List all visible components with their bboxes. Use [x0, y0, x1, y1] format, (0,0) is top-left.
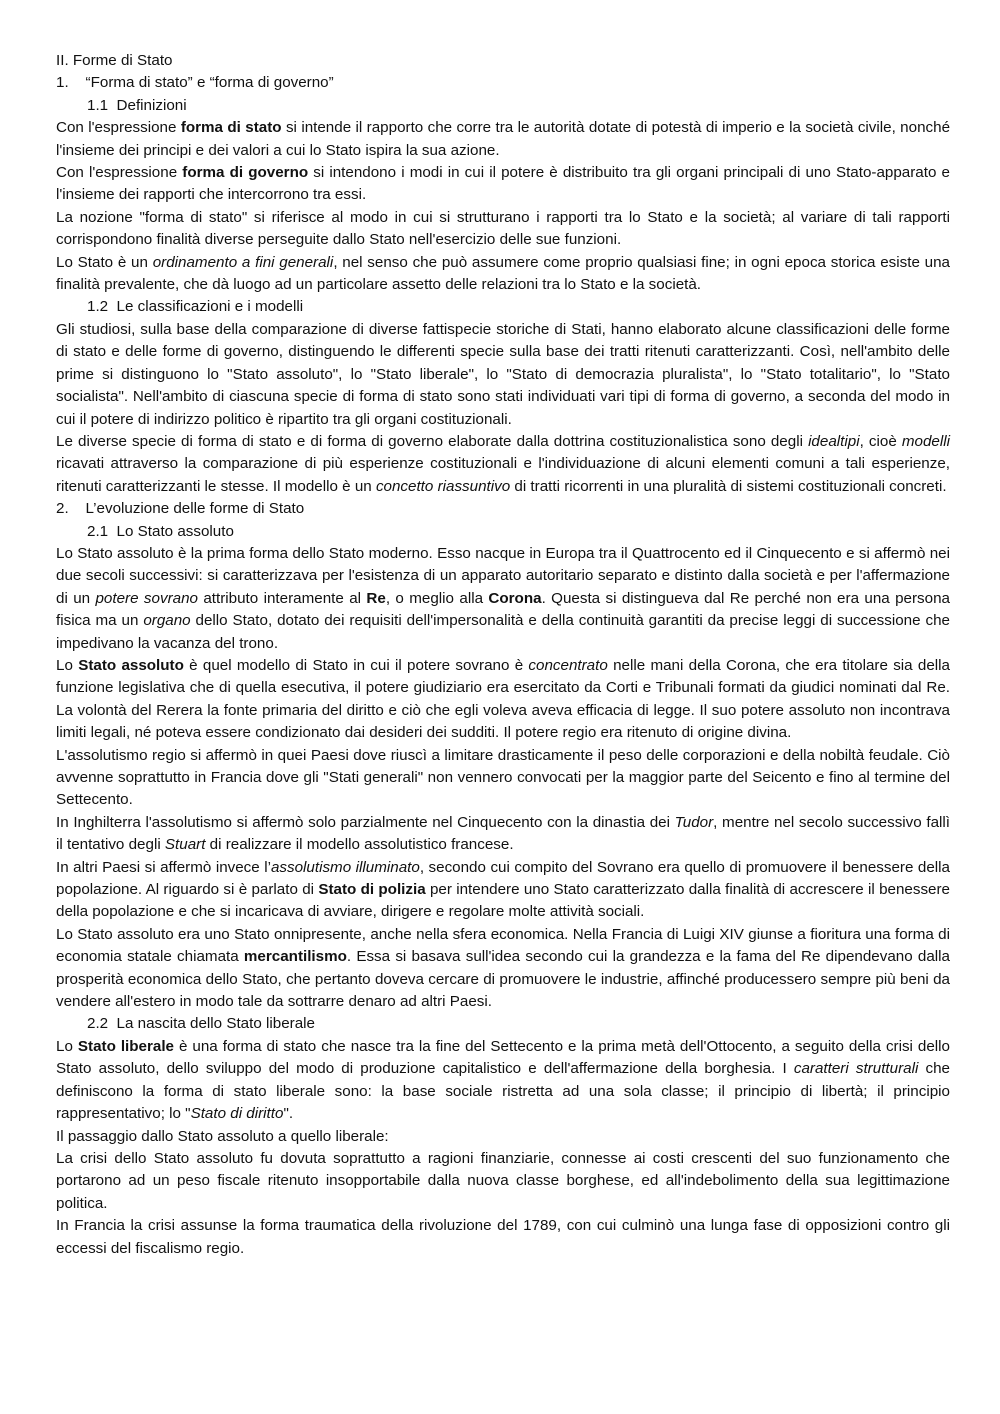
italic-term: assolutismo illuminato: [270, 858, 420, 876]
italic-term: concentrato: [528, 656, 608, 674]
bold-term: Corona: [488, 589, 542, 607]
italic-term: Stuart: [164, 836, 206, 854]
text: Con l'espressione: [56, 119, 181, 137]
paragraph-15: La crisi dello Stato assoluto fu dovuta soprattutto a ragioni finanziarie, connesse ai costi crescenti del suo funzionamento che portarono ad un peso fiscale ritenuto insopportabile dalla nuova classe borghese, ed all'indebolimento della sua legittimazione politica.: [56, 1149, 950, 1212]
paragraph-16: In Francia la crisi assunse la forma traumatica della rivoluzione del 1789, con cui culminò una lunga fase di opposizioni contro gli eccessi del fiscalismo regio.: [56, 1217, 950, 1257]
paragraph-3: La nozione "forma di stato" si riferisce al modo in cui si strutturano i rapporti tra lo Stato e la società; al variare di tali rapporti corrispondono finalità diverse perseguite dallo Stato nell'esercizio delle sue funzioni.: [56, 208, 950, 249]
italic-term: Stato di diritto: [190, 1105, 284, 1123]
text: Con l'espressione: [56, 164, 183, 182]
text: . Essa si basava sull'idea secondo cui la grandezza e la fama del Re dipendevano dalla prosperità economica dello Stato, che pertanto doveva cercare di promuovere le industrie, affinché producessero sempre più beni da vendere all'estero in modo tale da sottrarre denaro ad altri Paesi.: [56, 948, 950, 1011]
text: nelle mani della Corona, che era titolare sia della funzione legislativa che di quella esecutiva, il potere giudiziario era esercitato da Corti e Tribunali formati da giudici nominati dal Re. La volontà del Rerera la fonte primaria del diritto e ciò che egli voleva aveva efficacia di legge. Il suo potere assoluto non incontrava limiti legali, né poteva essere condizionato dai desideri dei sudditi. Il potere regio era ritenuto di origine divina.: [56, 656, 950, 742]
section-2-heading: 2. L’evoluzione delle forme di Stato: [56, 500, 305, 518]
italic-term: idealtipi: [808, 432, 860, 450]
paragraph-10: [56, 812, 950, 857]
text: In altri Paesi si affermò invece l’: [56, 858, 271, 876]
text: si intende il rapporto che corre tra le autorità dotate di potestà di imperio e la società civile, nonché l'insieme dei principi e dei valori a cui lo Stato ispira la sua azione.: [56, 119, 951, 159]
italic-term: Tudor: [674, 813, 714, 831]
section-2-2-heading: 2.2 La nascita dello Stato liberale: [87, 1015, 315, 1033]
text: è una forma di stato che nasce tra la fine del Settecento e la prima metà dell'Ottocento, a seguito della crisi dello Stato assoluto, dello sviluppo del modo di produzione capitalistico e dell'affermazione della borghesia. I: [56, 1037, 950, 1078]
paragraph-11: [56, 857, 950, 924]
text: Lo: [56, 1037, 78, 1055]
text: , mentre nel secolo successivo fallì il tentativo degli: [56, 813, 951, 854]
paragraph-7: [56, 543, 950, 655]
text: , secondo cui compito del Sovrano era quello di promuovere il benessere della popolazione. Al riguardo si è parlato di: [56, 858, 950, 899]
italic-term: modelli: [901, 432, 950, 450]
text: Lo Stato assoluto è la prima forma dello Stato moderno. Esso nacque in Europa tra il Quattrocento ed il Cinquecento e si affermò nei due secoli successivi: si caratterizzava per l'esistenza di un apparato autoritario separato e distinto dalla società e per l'affermazione di un: [56, 544, 950, 607]
paragraph-5: Gli studiosi, sulla base della comparazione di diverse fattispecie storiche di Stati, hanno elaborato alcune classificazioni delle forme di stato e delle forme di governo, distinguendo le differenti specie sulla base dei tratti ritenuti caratterizzanti. Così, nell'ambito delle prime si distinguono lo "Stato assoluto", lo "Stato liberale", lo "Stato di democrazia pluralista", lo "Stato totalitario", lo "Stato socialista". Nell'ambito di ciascuna specie di forma di stato sono stati individuati vari tipi di forma di governo, a seconda del modo in cui il potere di indirizzo politico è ripartito tra gli organi costituzionali.: [56, 320, 950, 428]
document-title: II. Forme di Stato: [56, 52, 173, 69]
italic-term: concetto riassuntivo: [375, 477, 511, 495]
text: , o meglio alla: [385, 589, 489, 607]
bold-term: forma di stato: [180, 119, 282, 137]
bold-term: Stato di polizia: [318, 881, 426, 899]
paragraph-6: [56, 431, 950, 498]
paragraph-4: [56, 252, 950, 297]
text: di realizzare il modello assolutistico francese.: [205, 836, 514, 854]
text: dello Stato, dotato dei requisiti dell'impersonalità e della continuità garantiti da precise leggi di successione che impedivano la vacanza del trono.: [56, 612, 950, 652]
italic-term: caratteri strutturali: [793, 1060, 919, 1078]
text: , cioè: [859, 432, 902, 450]
paragraph-8: [56, 655, 950, 745]
section-1-1-heading: 1.1 Definizioni: [87, 96, 187, 114]
bold-term: Stato liberale: [77, 1037, 175, 1055]
text: ricavati attraverso la comparazione di più esperienze costituzionali e l'individuazione di alcuni elementi comuni a tali esperienze, ritenuti caratterizzanti le stesse. Il modello è un: [56, 455, 950, 495]
text: Lo Stato è un: [56, 253, 153, 271]
bold-term: mercantilismo: [243, 948, 347, 966]
italic-term: organo: [143, 612, 191, 630]
text: Lo Stato assoluto era uno Stato onnipresente, anche nella sfera economica. Nella Francia di Luigi XIV giunse a fioritura una forma di economia statale chiamata: [56, 925, 950, 966]
text: , nel senso che può assumere come proprio qualsiasi fine; in ogni epoca storica esiste una finalità prevalente, che dà luogo ad un particolare assetto delle relazioni tra lo Stato e la società.: [56, 253, 950, 294]
paragraph-14: Il passaggio dallo Stato assoluto a quello liberale:: [56, 1127, 389, 1145]
paragraph-1: [56, 117, 950, 162]
section-1-2-heading: 1.2 Le classificazioni e i modelli: [87, 298, 304, 316]
text: ".: [283, 1105, 294, 1123]
text: è quel modello di Stato in cui il potere sovrano è: [183, 656, 529, 674]
text: attributo interamente al: [197, 589, 367, 607]
italic-term: potere sovrano: [95, 589, 198, 607]
paragraph-2: [56, 162, 950, 207]
section-2-1-heading: 2.1 Lo Stato assoluto: [87, 522, 234, 540]
text: . Questa si distingueva dal Re perché non era una persona fisica ma un: [56, 589, 950, 630]
italic-term: ordinamento a fini generali: [152, 253, 334, 271]
bold-term: Stato assoluto: [78, 656, 184, 674]
text: che definiscono la forma di stato liberale sono: la base sociale ristretta ad una sola classe; il principio di libertà; il principio rappresentativo; lo ": [56, 1060, 950, 1123]
paragraph-9: L'assolutismo regio si affermò in quei Paesi dove riuscì a limitare drasticamente il peso delle corporazioni e della nobiltà feudale. Ciò avvenne soprattutto in Francia dove gli "Stati generali" non vennero convocati per la maggior parte del Seicento e fino al termine del Settecento.: [56, 746, 950, 809]
text: Le diverse specie di forma di stato e di forma di governo elaborate dalla dottrina costituzionalistica sono degli: [56, 432, 809, 450]
text: di tratti ricorrenti in una pluralità di sistemi costituzionali concreti.: [510, 477, 947, 495]
text: Lo: [56, 656, 79, 674]
text: per intendere uno Stato caratterizzato dalla finalità di accrescere il benessere della popolazione e che si incaricava di avviare, dirigere e regolare molte attività sociali.: [56, 881, 950, 921]
text: si intendono i modi in cui il potere è distribuito tra gli organi principali di uno Stato-apparato e l'insieme dei rapporti che intercorrono tra essi.: [56, 164, 950, 204]
paragraph-13: [56, 1036, 950, 1126]
paragraph-12: [56, 924, 950, 1014]
document-page: [56, 50, 950, 1260]
bold-term: Re: [366, 589, 386, 607]
text: In Inghilterra l'assolutismo si affermò solo parzialmente nel Cinquecento con la dinastia dei: [56, 813, 675, 831]
section-1-heading: 1. “Forma di stato” e “forma di governo”: [56, 74, 334, 92]
bold-term: forma di governo: [182, 164, 309, 182]
